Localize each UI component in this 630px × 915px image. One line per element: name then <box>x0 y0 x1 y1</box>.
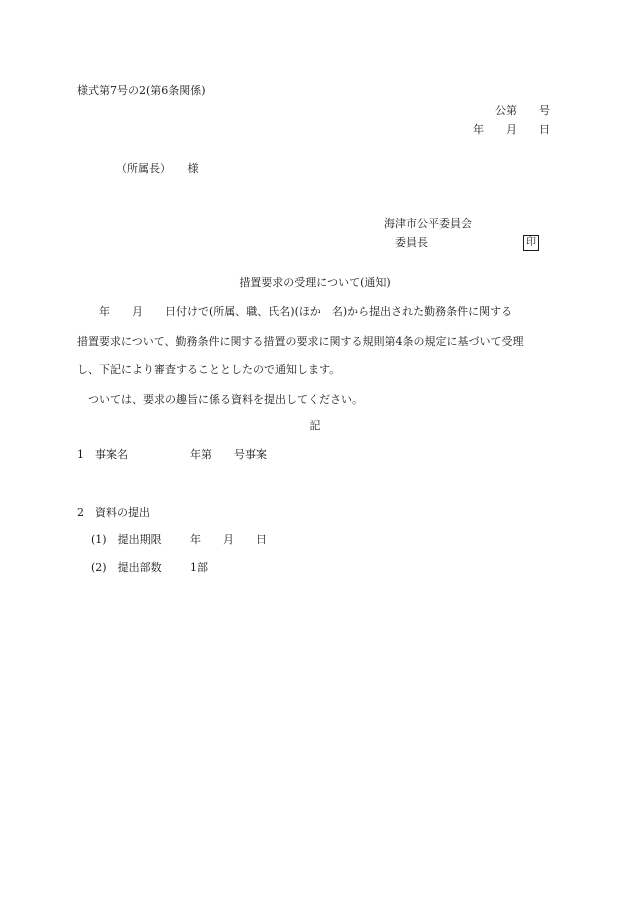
document-number: 公第 号 <box>495 104 550 117</box>
body-line: し、下記により審査することとしたので通知します。 <box>77 363 341 376</box>
item-1-value: 年第 号事案 <box>190 448 267 461</box>
document-title: 措置要求の受理について(通知) <box>239 276 391 289</box>
subitem-2-label: (2) 提出部数 <box>91 561 162 574</box>
form-label: 様式第7号の2(第6条関係) <box>77 84 206 97</box>
body-line: 措置要求について、勤務条件に関する措置の要求に関する規則第4条の規定に基づいて受理 <box>77 335 524 348</box>
subitem-2-value: 1部 <box>190 561 208 574</box>
issuer-org: 海津市公平委員会 <box>384 217 472 230</box>
body-line: 年 月 日付けで(所属、職、氏名)(ほか 名)から提出された勤務条件に関する <box>77 305 513 318</box>
ki-heading: 記 <box>309 419 321 432</box>
subitem-1-value: 年 月 日 <box>190 533 267 546</box>
item-2-label: 2 資料の提出 <box>77 506 150 519</box>
issuer-title: 委員長 <box>395 236 428 249</box>
addressee: （所属長） 様 <box>116 162 199 175</box>
body-line: ついては、要求の趣旨に係る資料を提出してください。 <box>77 393 363 406</box>
item-1-label: 1 事案名 <box>77 448 128 461</box>
document-date: 年 月 日 <box>473 123 550 136</box>
subitem-1-label: (1) 提出期限 <box>91 533 162 546</box>
seal-stamp: 印 <box>523 235 539 251</box>
